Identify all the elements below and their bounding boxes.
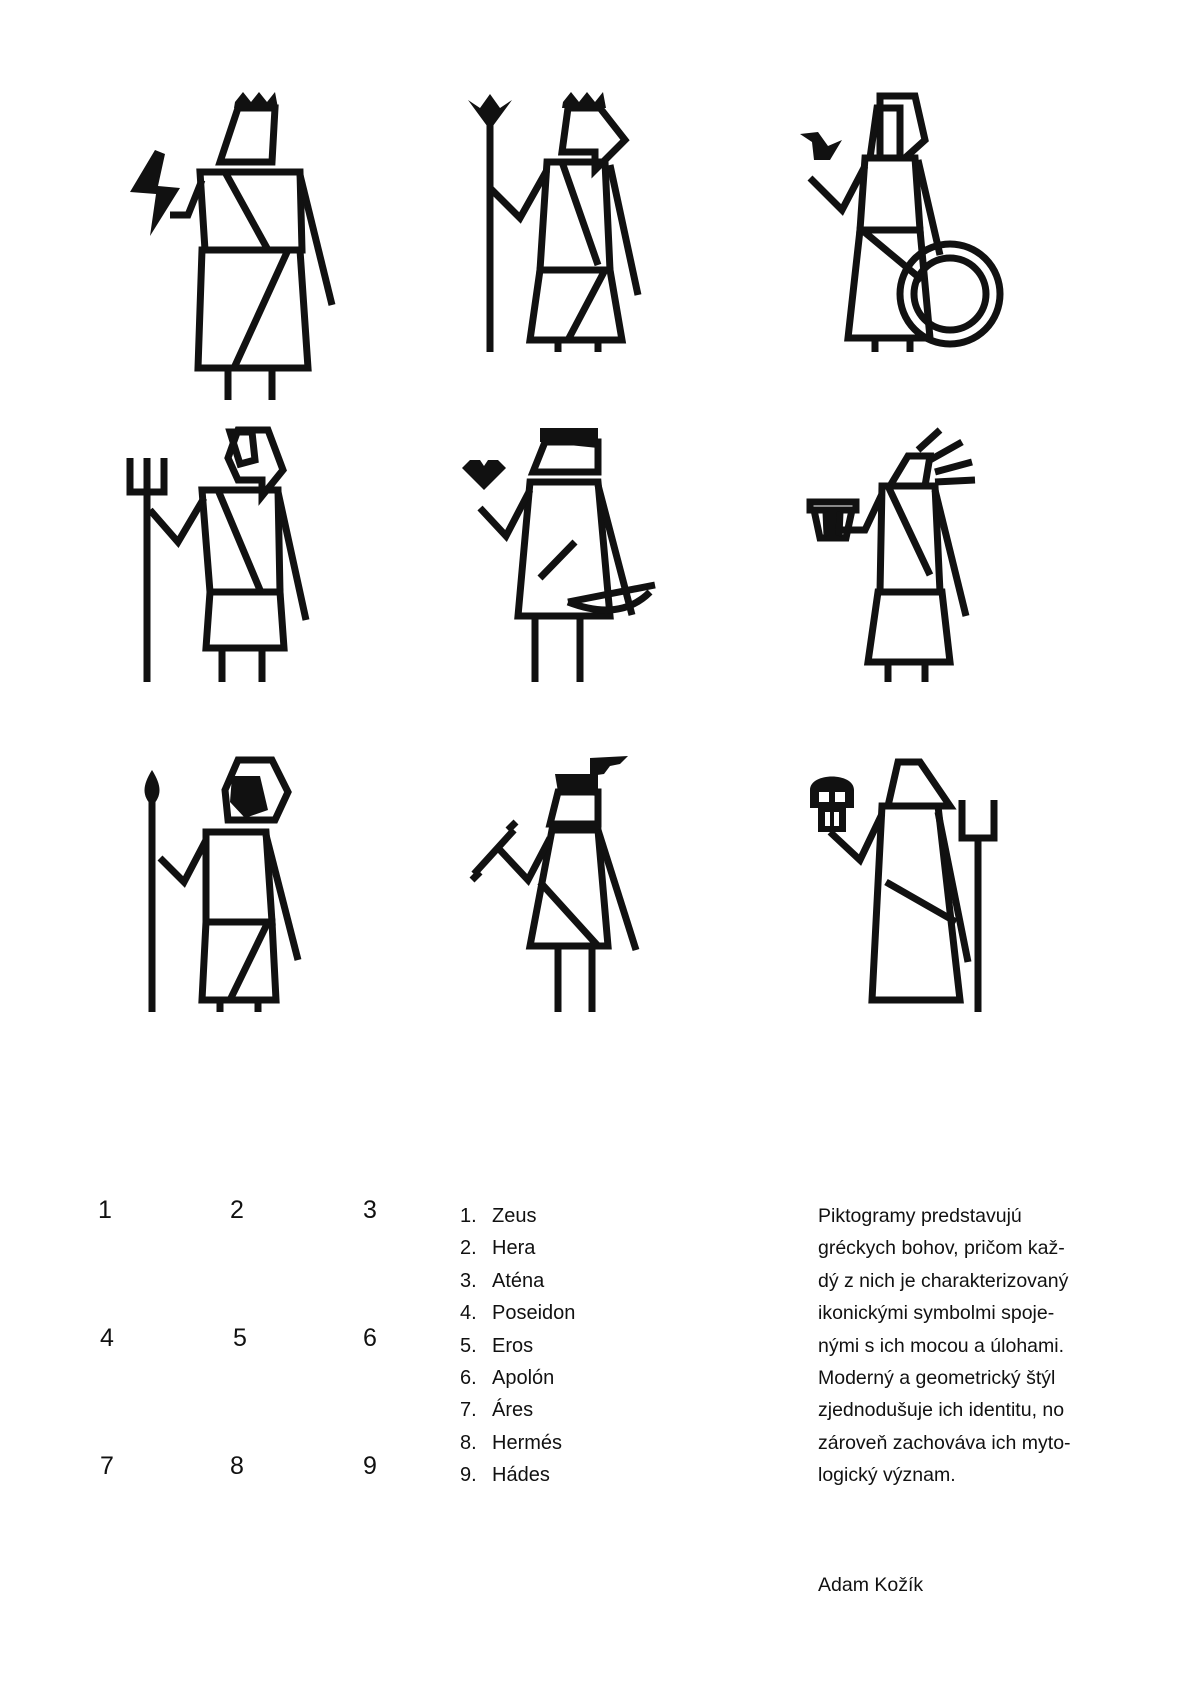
legend-item (460, 1232, 575, 1264)
legend-item (460, 1330, 575, 1362)
poseidon-icon (110, 420, 410, 740)
legend-name: Aténa (492, 1269, 545, 1292)
hades-icon (790, 750, 1090, 1070)
ares-icon (110, 750, 410, 1070)
legend-index: 2. (460, 1237, 477, 1260)
legend-index: 3. (460, 1269, 477, 1292)
grid-number-8: 8 (230, 1452, 244, 1480)
author-name: Adam Kožík (818, 1574, 924, 1596)
legend-name: Áres (492, 1399, 534, 1422)
description-line: Piktogramy predstavujú (818, 1205, 1022, 1227)
legend-name: Hádes (492, 1464, 550, 1487)
legend-name: Hera (492, 1237, 536, 1260)
grid-number-1: 1 (98, 1196, 112, 1224)
legend-item (460, 1297, 575, 1329)
description-line: nými s ich mocou a úlohami. (818, 1334, 1065, 1357)
legend-name: Poseidon (492, 1302, 576, 1325)
grid-number-6: 6 (363, 1324, 377, 1352)
legend-index: 4. (460, 1302, 477, 1325)
legend-item (460, 1362, 575, 1394)
grid-number-7: 7 (100, 1452, 114, 1480)
description-line: logický význam. (818, 1464, 956, 1487)
eros-icon (450, 420, 750, 740)
legend-item (460, 1394, 575, 1426)
legend-index: 1. (460, 1205, 477, 1227)
zeus-icon (110, 90, 410, 410)
description-line: zároveň zachováva ich myto- (818, 1431, 1071, 1454)
legend-name: Zeus (492, 1205, 537, 1227)
description (818, 1200, 1118, 1492)
legend-name: Eros (492, 1334, 534, 1357)
gods-legend (460, 1200, 575, 1492)
grid-number-2: 2 (230, 1196, 244, 1224)
grid-number-9: 9 (363, 1452, 377, 1480)
apollo-icon (790, 420, 1090, 740)
legend-index: 8. (460, 1431, 477, 1454)
legend-name: Hermés (492, 1431, 563, 1454)
legend-item (460, 1200, 575, 1232)
legend-index: 5. (460, 1334, 477, 1357)
legend-index: 7. (460, 1399, 477, 1422)
grid-number-5: 5 (233, 1324, 247, 1352)
legend-name: Apolón (492, 1366, 555, 1389)
grid-number-3: 3 (363, 1196, 377, 1224)
description-line: Moderný a geometrický štýl (818, 1366, 1056, 1389)
description-line: dý z nich je charakterizovaný (818, 1269, 1069, 1292)
description-line: gréckych bohov, pričom kaž- (818, 1237, 1065, 1260)
hera-icon (450, 90, 750, 410)
legend-item (460, 1427, 575, 1459)
athena-icon (790, 90, 1090, 410)
description-line: ikonickými symbolmi spoje- (818, 1302, 1055, 1325)
hermes-icon (450, 750, 750, 1070)
description-line: zjednodušuje ich identitu, no (818, 1399, 1065, 1422)
legend-item (460, 1459, 575, 1491)
grid-number-4: 4 (100, 1324, 114, 1352)
legend-item (460, 1265, 575, 1297)
legend-index: 9. (460, 1464, 477, 1487)
legend-index: 6. (460, 1366, 477, 1389)
